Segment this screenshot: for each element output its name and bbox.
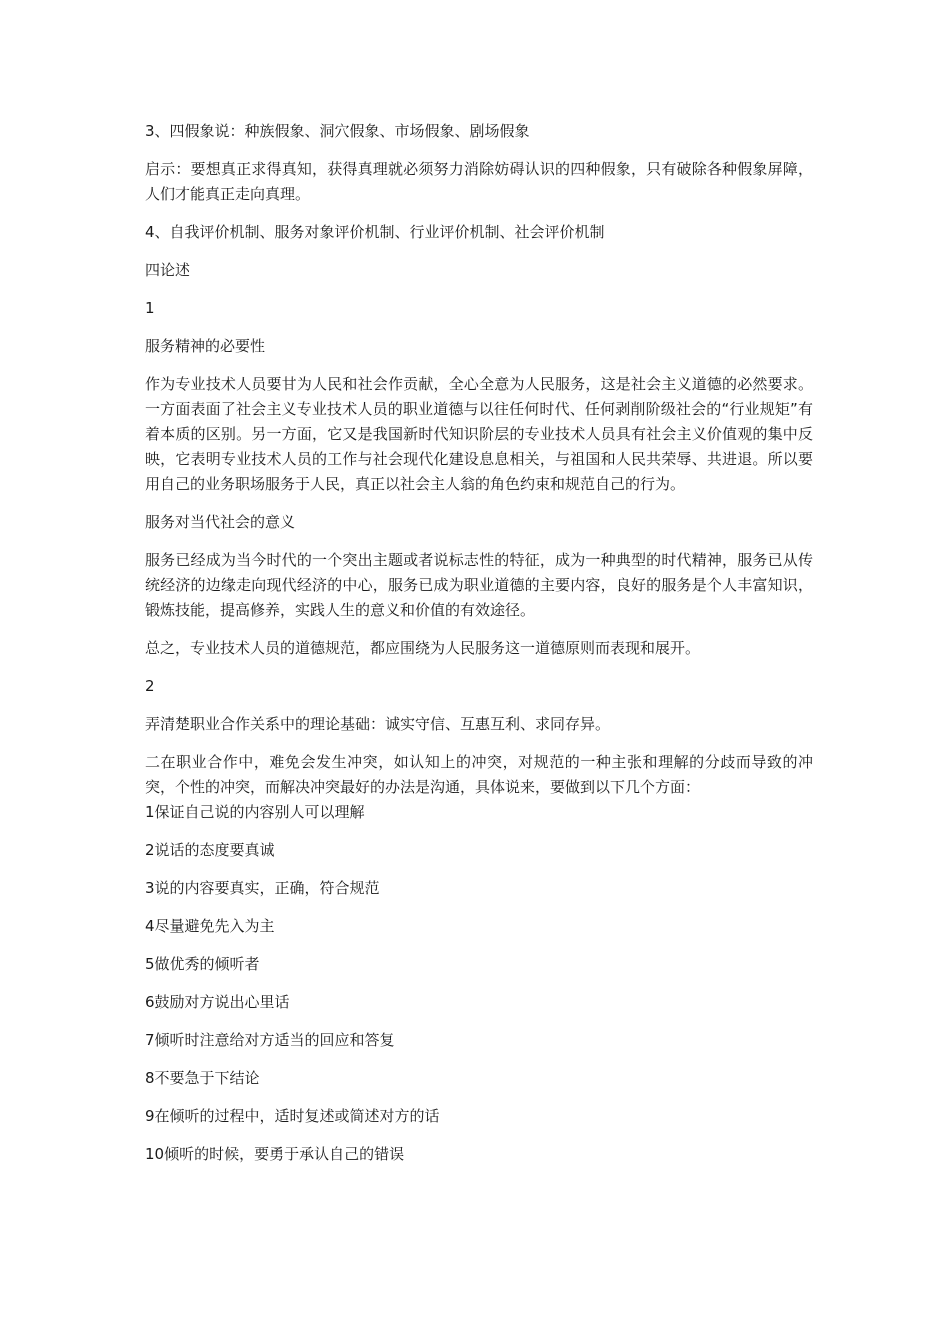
paragraph-2: 启示：要想真正求得真知，获得真理就必须努力消除妨碍认识的四种假象，只有破除各种假象屏障，人们才能真正走向真理。 (145, 160, 813, 203)
list-item: 6鼓励对方说出心里话 (145, 993, 290, 1011)
paragraph-3: 4、自我评价机制、服务对象评价机制、行业评价机制、社会评价机制 (145, 223, 605, 241)
list-item: 9在倾听的过程中，适时复述或简述对方的话 (145, 1107, 440, 1125)
list-item: 1保证自己说的内容别人可以理解 (145, 803, 365, 821)
list-item: 8不要急于下结论 (145, 1069, 260, 1087)
paragraph-conflict: 二在职业合作中，难免会发生冲突，如认知上的冲突，对规范的一种主张和理解的分歧而导致的冲突，个性的冲突，而解决冲突最好的办法是沟通，具体说来，要做到以下几个方面： (145, 753, 813, 796)
item-number-1: 1 (145, 299, 155, 317)
list-item: 5做优秀的倾听者 (145, 955, 260, 973)
paragraph-service-significance: 服务已经成为当今时代的一个突出主题或者说标志性的特征，成为一种典型的时代精神，服务已从传统经济的边缘走向现代经济的中心，服务已成为职业道德的主要内容，良好的服务是个人丰富知识，锻炼技能，提高修养，实践人生的意义和价值的有效途径。 (145, 551, 813, 619)
item-number-2: 2 (145, 677, 155, 695)
paragraph-summary: 总之，专业技术人员的道德规范，都应围绕为人民服务这一道德原则而表现和展开。 (145, 639, 701, 657)
subheading-necessity: 服务精神的必要性 (145, 337, 266, 355)
paragraph-service-spirit: 作为专业技术人员要甘为人民和社会作贡献，全心全意为人民服务，这是社会主义道德的必然要求。一方面表面了社会主义专业技术人员的职业道德与以往任何时代、任何剥削阶级社会的“行业规矩”有着本质的区别。另一方面，它又是我国新时代知识阶层的专业技术人员具有社会主义价值观的集中反映，它表明专业技术人员的工作与社会现代化建设息息相关，与祖国和人民共荣辱、共进退。所以要用自己的业务职场服务于人民，真正以社会主人翁的角色约束和规范自己的行为。 (145, 375, 813, 493)
paragraph-theory-basis: 弄清楚职业合作关系中的理论基础：诚实守信、互惠互利、求同存异。 (145, 715, 611, 733)
list-item: 3说的内容要真实，正确，符合规范 (145, 879, 380, 897)
list-item: 10倾听的时候，要勇于承认自己的错误 (145, 1145, 405, 1163)
paragraph-1: 3、四假象说：种族假象、洞穴假象、市场假象、剧场假象 (145, 122, 530, 140)
list-item: 4尽量避免先入为主 (145, 917, 275, 935)
section-heading: 四论述 (145, 261, 191, 279)
list-item: 2说话的态度要真诚 (145, 841, 275, 859)
list-item: 7倾听时注意给对方适当的回应和答复 (145, 1031, 395, 1049)
subheading-significance: 服务对当代社会的意义 (145, 513, 296, 531)
document-body (145, 119, 813, 1180)
